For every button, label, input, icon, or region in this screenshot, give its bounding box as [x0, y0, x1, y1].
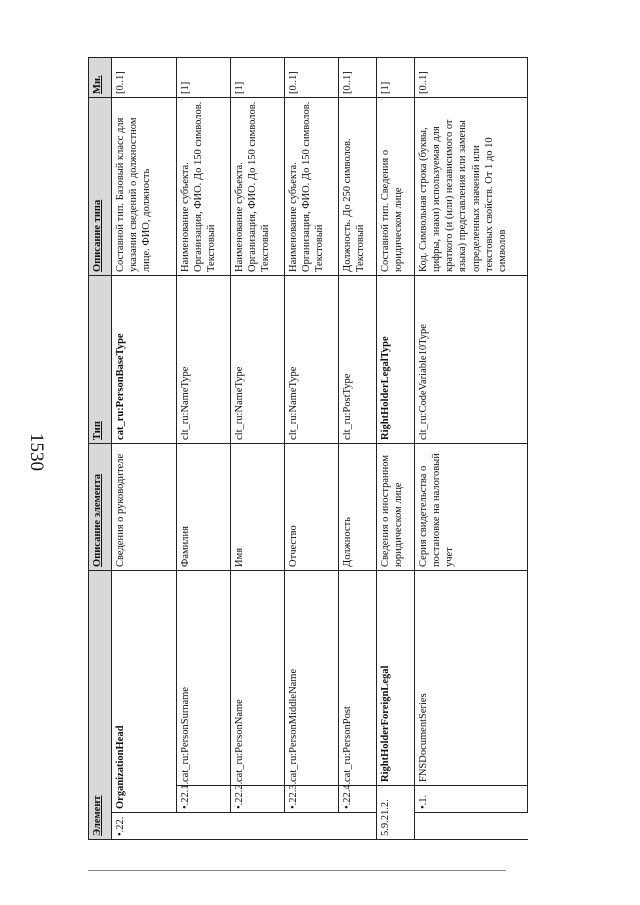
scan-edge-line	[88, 870, 506, 871]
table-frame	[88, 58, 506, 840]
element-description: Отчество	[285, 443, 339, 570]
element-name: cat_ru:PersonName	[231, 570, 285, 785]
element-name: cat_ru:PersonSurname	[177, 570, 231, 785]
table-row	[415, 57, 528, 839]
element-name: cat_ru:PersonMiddleName	[285, 570, 339, 785]
sub-row-number: •.22.4.	[339, 786, 377, 813]
table-row	[285, 57, 339, 839]
schema-table	[88, 57, 528, 840]
header-type: Тип	[89, 275, 112, 443]
header-element-desc: Описание элемента	[89, 443, 112, 570]
row-number-empty	[177, 813, 231, 840]
rotated-table-container	[88, 58, 506, 840]
type-description: Наименование субъекта. Организация, ФИО. До 150 символов. Текстовый	[231, 97, 285, 275]
type-name: RightHolderLegalType	[377, 275, 415, 443]
element-description: Сведения о иностранном юридическом лице	[377, 443, 415, 570]
multiplicity: [1]	[377, 57, 415, 97]
type-name: clt_ru:NameType	[177, 275, 231, 443]
type-description: Наименование субъекта. Организация, ФИО. До 150 символов. Текстовый	[285, 97, 339, 275]
row-number-empty	[339, 813, 377, 840]
row-number-empty	[285, 813, 339, 840]
row-number: 5.9.21.2.	[377, 786, 415, 840]
sub-row-number: •.22.2.	[231, 786, 285, 813]
type-name: clt_ru:NameType	[285, 275, 339, 443]
element-description: Должность	[339, 443, 377, 570]
type-description: Составной тип. Сведения о юридическом лице	[377, 97, 415, 275]
type-description: Код. Символьная строка (буквы, цифры, знаки) используемая для краткого (и (или) независимого от языка) представления или замены определенных значений или текстовых свойств. От 1 до 10 символов	[415, 97, 528, 275]
element-name: RightHolderForeignLegal	[377, 570, 415, 785]
element-name: cat_ru:PersonPost	[339, 570, 377, 785]
table-row	[177, 57, 231, 839]
sub-row-number: •.22.3.	[285, 786, 339, 813]
sub-row-number: •.22.1.	[177, 786, 231, 813]
multiplicity: [0..1]	[415, 57, 528, 97]
type-name: clt_ru:CodeVariable10Type	[415, 275, 528, 443]
header-element: Элемент	[89, 570, 112, 839]
element-description: Фамилия	[177, 443, 231, 570]
type-name: cat_ru:PersonBaseType	[112, 275, 177, 443]
row-number-empty	[231, 813, 285, 840]
element-name: FNSDocumentSeries	[415, 570, 528, 785]
element-description: Серия свидетельства о постановке на налоговый учет	[415, 443, 528, 570]
multiplicity: [1]	[231, 57, 285, 97]
table-row	[377, 57, 415, 839]
element-name: OrganizationHead	[112, 570, 177, 812]
multiplicity: [1]	[177, 57, 231, 97]
header-type-desc: Описание типа	[89, 97, 112, 275]
header-min: Ми.	[89, 57, 112, 97]
element-description: Сведения о руководителе	[112, 443, 177, 570]
type-name: clt_ru:PostType	[339, 275, 377, 443]
type-description: Должность. До 250 символов. Текстовый	[339, 97, 377, 275]
row-number-empty	[415, 813, 528, 840]
table-header-row	[89, 57, 112, 839]
page-number: 1530	[26, 433, 47, 471]
type-description: Составной тип. Базовый класс для указания сведений о должностном лице. ФИО, должность	[112, 97, 177, 275]
table-row	[339, 57, 377, 839]
type-description: Наименование субъекта. Организация, ФИО. До 150 символов. Текстовый	[177, 97, 231, 275]
multiplicity: [0..1]	[285, 57, 339, 97]
multiplicity: [0..1]	[112, 57, 177, 97]
sub-row-number: •.1.	[415, 786, 528, 813]
table-row	[231, 57, 285, 839]
type-name: clt_ru:NameType	[231, 275, 285, 443]
row-number: •.22.	[112, 813, 177, 840]
element-description: Имя	[231, 443, 285, 570]
table-row	[112, 57, 177, 839]
multiplicity: [0..1]	[339, 57, 377, 97]
